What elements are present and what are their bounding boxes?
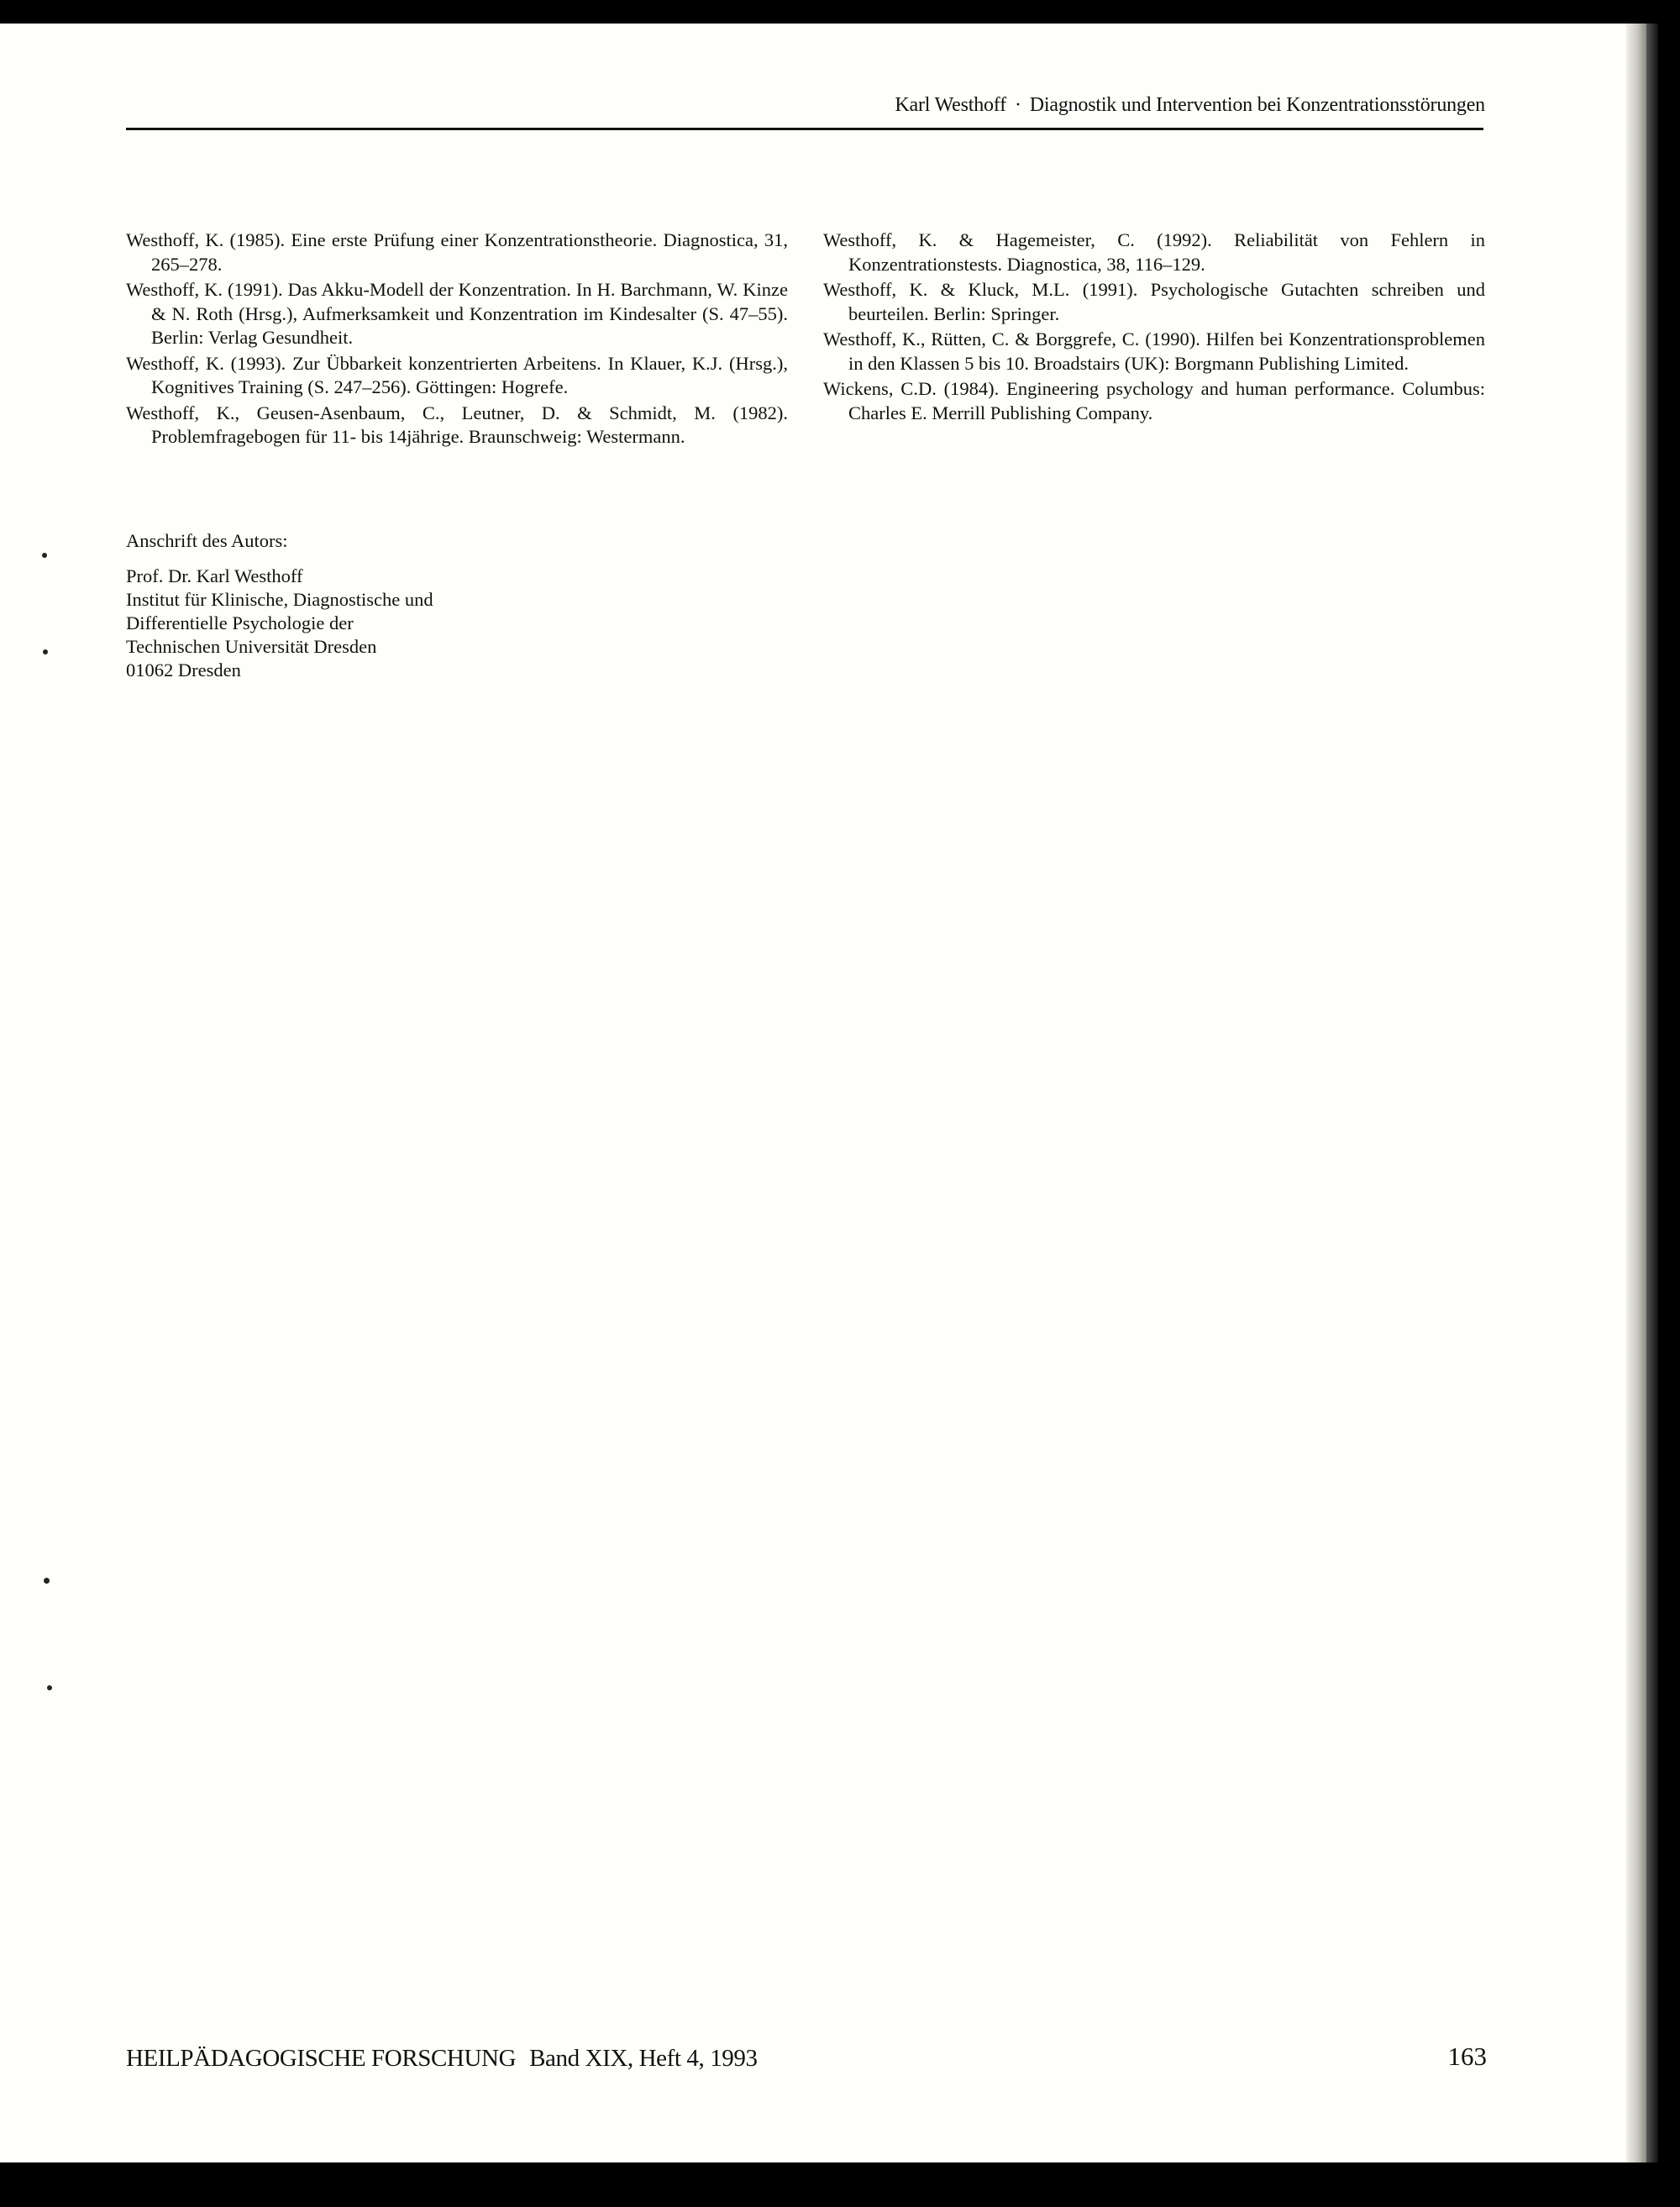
references-right-column: [823, 229, 1485, 427]
reference-entry: Westhoff, K. & Hagemeister, C. (1992). Reliabilität von Fehlern in Konzentrationstests. Diagnostica, 38, 116–129.: [823, 229, 1485, 275]
scan-speck: [42, 553, 47, 558]
reference-entry: Westhoff, K. (1985). Eine erste Prüfung einer Konzentrationstheorie. Diagnostica, 31, 265–278.: [126, 229, 788, 275]
author-address: [126, 529, 433, 682]
reference-entry: Westhoff, K. (1991). Das Akku-Modell der Konzentration. In H. Barchmann, W. Kinze & N. Roth (Hrsg.), Aufmerksamkeit und Konzentration im Kindesalter (S. 47–55). Berlin: Verlag Gesundheit.: [126, 279, 788, 348]
footer-journal: [126, 2045, 758, 2073]
header-rule: [126, 128, 1483, 130]
reference-entry: Westhoff, K. & Kluck, M.L. (1991). Psychologische Gutachten schreiben und beurteilen. Berlin: Springer.: [823, 279, 1485, 324]
address-line: Institut für Klinische, Diagnostische und: [126, 589, 433, 610]
journal-name: HEILPÄDAGOGISCHE FORSCHUNG: [126, 2045, 517, 2072]
reference-entry: Westhoff, K., Rütten, C. & Borggrefe, C. (1990). Hilfen bei Konzentrationsproblemen in den Klassen 5 bis 10. Broadstairs (UK): Borgmann Publishing Limited.: [823, 328, 1485, 374]
references-left-column: [126, 229, 788, 451]
address-heading: Anschrift des Autors:: [126, 530, 288, 551]
journal-issue: Band XIX, Heft 4, 1993: [529, 2045, 758, 2072]
address-line: Technischen Universität Dresden: [126, 636, 377, 657]
address-line: Differentielle Psychologie der: [126, 612, 354, 633]
scan-speck: [43, 649, 48, 654]
reference-entry: Westhoff, K. (1993). Zur Übbarkeit konzentrierten Arbeitens. In Klauer, K.J. (Hrsg.), Kognitives Training (S. 247–256). Göttingen: Hogrefe.: [126, 352, 788, 397]
page-edge: [1626, 24, 1646, 2162]
address-line: 01062 Dresden: [126, 659, 241, 680]
page-number: 163: [1447, 2041, 1487, 2071]
running-head-title: Diagnostik und Intervention bei Konzentrationsstörungen: [1029, 94, 1485, 116]
reference-entry: Wickens, C.D. (1984). Engineering psychology and human performance. Columbus: Charles E. Merrill Publishing Company.: [823, 378, 1485, 423]
running-head-author: Karl Westhoff: [895, 94, 1006, 116]
address-line: Prof. Dr. Karl Westhoff: [126, 565, 303, 586]
scan-speck: [47, 1685, 52, 1690]
reference-entry: Westhoff, K., Geusen-Asenbaum, C., Leutner, D. & Schmidt, M. (1982). Problemfragebogen für 11- bis 14jährige. Braunschweig: Westermann.: [126, 402, 788, 447]
page-edge-shadow: [1646, 24, 1658, 2162]
scan-speck: [44, 1578, 50, 1584]
running-head-separator: ·: [1014, 94, 1021, 116]
running-head: [895, 94, 1485, 117]
